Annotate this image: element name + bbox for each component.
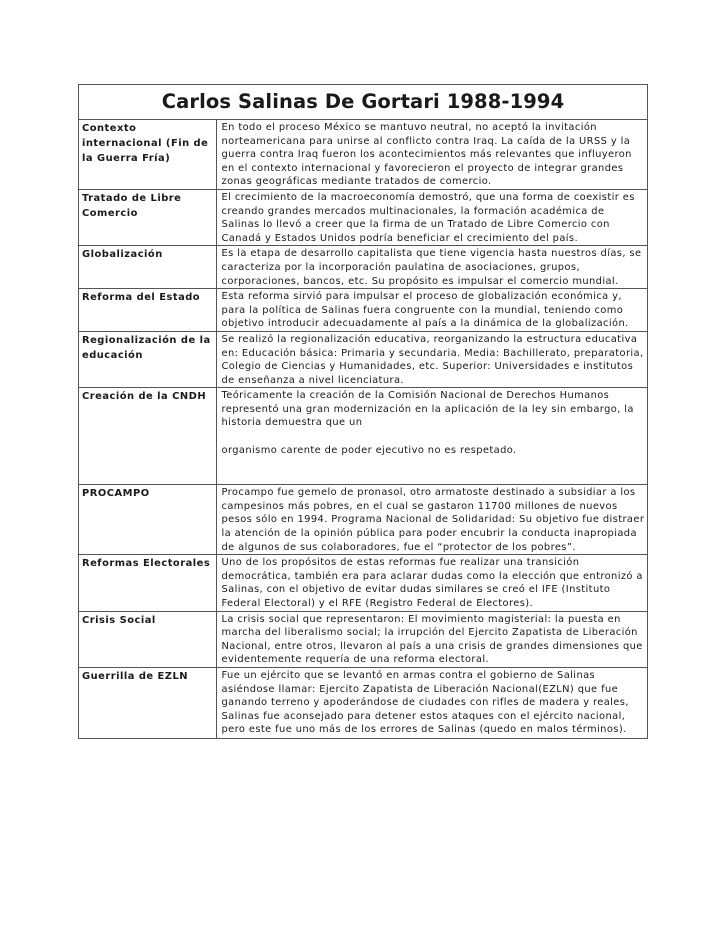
table-row [79, 611, 647, 667]
row-label: Globalización [79, 246, 216, 289]
page-title: Carlos Salinas De Gortari 1988-1994 [79, 85, 647, 120]
row-label: Reforma del Estado [79, 289, 216, 332]
table-row [79, 668, 647, 738]
row-description: La crisis social que representaron: El movimiento magisterial: la puesta en marcha del liberalismo social; la irrupción del Ejercito Zapatista de Liberación Nacional, entre otros, llevaron al país a una crisis de grandes dimensiones que evidentemente requería de una reforma electoral. [216, 611, 647, 667]
row-description: En todo el proceso México se mantuvo neutral, no aceptó la invitación norteamericana para unirse al conflicto contra Iraq. La caída de la URSS y la guerra contra Iraq fueron los acontecimientos más relevantes que influyeron en el contexto internacional y favorecieron el proyecto de integrar grandes zonas geográficas mediante tratados de comercio. [221, 122, 632, 188]
table-row [79, 388, 647, 485]
row-label: PROCAMPO [79, 485, 216, 555]
document-table [78, 84, 648, 739]
row-label: Reformas Electorales [79, 555, 216, 611]
table-row [79, 485, 647, 555]
table-row [79, 189, 647, 245]
row-description: Fue un ejército que se levantó en armas contra el gobierno de Salinas asiéndose llamar: Ejercito Zapatista de Liberación Nacional(EZLN) que fue ganando terreno y apoderándose de ciudades con rifles de madera y reales, Salinas fue aconsejado para detener estos ataques con el ejército nacional, pero este fue uno más de los errores de Salinas (quedo en malos términos). [216, 668, 647, 738]
row-description: Es la etapa de desarrollo capitalista que tiene vigencia hasta nuestros días, se caracteriza por la incorporación paulatina de asociaciones, grupos, corporaciones, bancos, etc. Su propósito es impulsar el comercio mundial. [216, 246, 647, 289]
topics-table [79, 120, 647, 738]
row-label: Crisis Social [79, 611, 216, 667]
row-description: Uno de los propósitos de estas reformas fue realizar una transición democrática, también era para aclarar dudas como la elección que entronizó a Salinas, con el objetivo de evitar dudas similares se creó el IFE (Instituto Federal Electoral) y el RFE (Registro Federal de Electores). [216, 555, 647, 611]
row-description: Esta reforma sirvió para impulsar el proceso de globalización económica y, para la política de Salinas fuera congruente con la mundial, teniendo como objetivo introducir adecuadamente al país a la dinámica de la globalización. [216, 289, 647, 332]
row-description: Teóricamente la creación de la Comisión Nacional de Derechos Humanos representó una gran modernización en la aplicación de la ley sin embargo, la historia demuestra que un organismo carente de poder ejecutivo no es respetado. [216, 388, 647, 485]
row-label: Tratado de Libre Comercio [79, 189, 216, 245]
table-row [79, 331, 647, 387]
row-label: Guerrilla de EZLN [79, 668, 216, 738]
row-description: El crecimiento de la macroeconomía demostró, que una forma de coexistir es creando grandes mercados multinacionales, la formación académica de Salinas lo llevó a creer que la firma de un Tratado de Libre Comercio con Canadá y Estados Unidos podría beneficiar el crecimiento del país. [216, 189, 647, 245]
table-row [79, 120, 647, 189]
table-row [79, 289, 647, 332]
row-label: Creación de la CNDH [79, 388, 216, 485]
row-description: Se realizó la regionalización educativa, reorganizando la estructura educativa en: Educación básica: Primaria y secundaria. Media: Bachillerato, preparatoria, Colegio de Ciencias y Humanidades, etc. Superior: Universidades e institutos de enseñanza a nivel licenciatura. [216, 331, 647, 387]
table-row [79, 555, 647, 611]
row-label: Contexto internacional (Fin de la Guerra Fría) [79, 120, 216, 189]
table-row [79, 246, 647, 289]
row-description: Procampo fue gemelo de pronasol, otro armatoste destinado a subsidiar a los campesinos más pobres, en el cual se gastaron 11700 millones de nuevos pesos sólo en 1994. Programa Nacional de Solidaridad: Su objetivo fue distraer la atención de la opinión pública para poder encubrir la conducta inapropiada de algunos de sus colaboradores, fue el “protector de los pobres”. [216, 485, 647, 555]
row-label: Regionalización de la educación [79, 331, 216, 387]
